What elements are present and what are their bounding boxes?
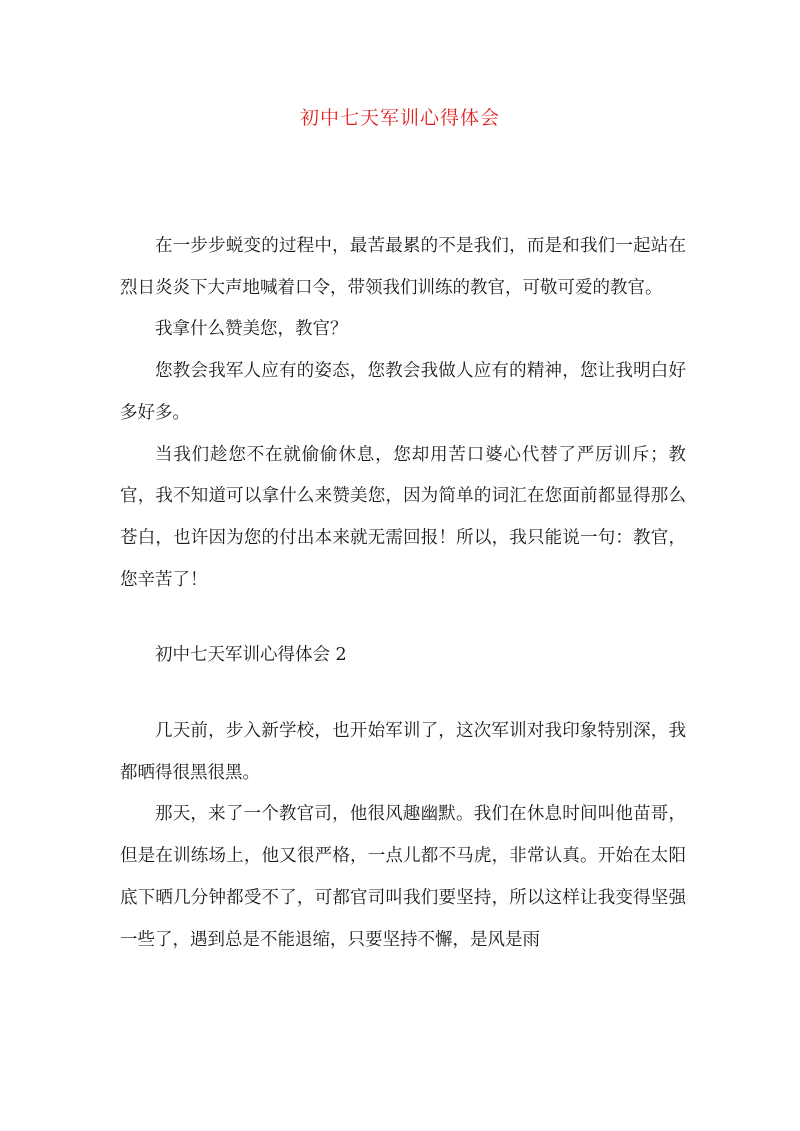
paragraph: 在一步步蜕变的过程中，最苦最累的不是我们，而是和我们一起站在烈日炎炎下大声地喊着口令，带领我们训练的教官，可敬可爱的教官。 xyxy=(120,236,686,298)
document-body xyxy=(120,226,686,961)
paragraph: 几天前，步入新学校，也开始军训了，这次军训对我印象特别深，我都晒得很黑很黑。 xyxy=(120,721,686,783)
paragraph: 您教会我军人应有的姿态，您教会我做人应有的精神，您让我明白好多好多。 xyxy=(120,361,686,423)
paragraph: 我拿什么赞美您，教官？ xyxy=(155,319,348,340)
paragraph: 那天，来了一个教官司，他很风趣幽默。我们在休息时间叫他苗哥，但是在训练场上，他又很严格，一点儿都不马虎，非常认真。开始在太阳底下晒几分钟都受不了，可都官司叫我们要坚持，所以这样让我变得坚强一些了，遇到总是不能退缩，只要坚持不懈，是风是雨 xyxy=(120,804,686,950)
section-spacer xyxy=(120,601,686,635)
section-spacer xyxy=(120,677,686,711)
paragraph: 当我们趁您不在就偷偷休息，您却用苦口婆心代替了严厉训斥；教官，我不知道可以拿什么来赞美您，因为简单的词汇在您面前都显得那么苍白，也许因为您的付出本来就无需回报！所以，我只能说一句：教官，您辛苦了！ xyxy=(120,444,686,590)
section-heading: 初中七天军训心得体会 2 xyxy=(155,645,347,666)
document-title: 初中七天军训心得体会 xyxy=(299,107,500,129)
